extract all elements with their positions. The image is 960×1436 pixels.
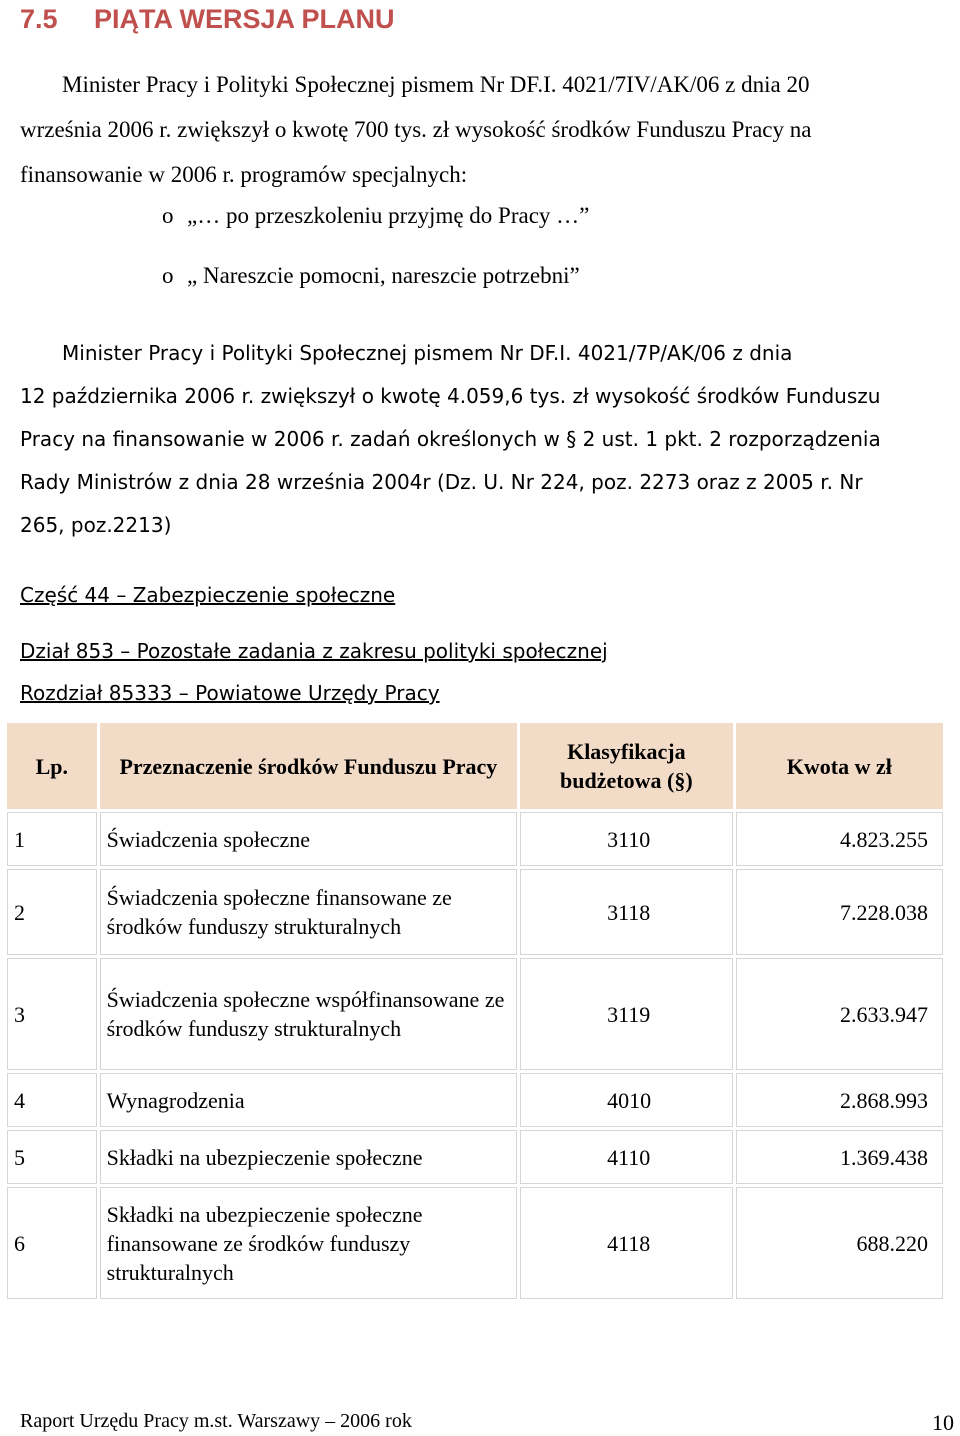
cell-purpose: Świadczenia społeczne: [100, 812, 517, 866]
header-amount: Kwota w zł: [736, 723, 943, 809]
paragraph-program-funding: [20, 62, 930, 197]
paragraph-task-funding: [20, 332, 930, 547]
cell-purpose: Składki na ubezpieczenie społeczne finansowane ze środków funduszy strukturalnych: [100, 1187, 517, 1299]
section-title: PIĄTA WERSJA PLANU: [94, 4, 395, 34]
bullet-text: „… po przeszkoleniu przyjmę do Pracy …”: [187, 203, 590, 228]
cell-classification: 3110: [520, 812, 733, 866]
budget-division: Dział 853 – Pozostałe zadania z zakresu polityki społecznej: [20, 639, 608, 663]
cell-lp: 4: [7, 1073, 97, 1127]
header-purpose: Przeznaczenie środków Funduszu Pracy: [100, 723, 517, 809]
paragraph-line: Rady Ministrów z dnia 28 września 2004r (Dz. U. Nr 224, poz. 2273 oraz z 2005 r. Nr: [20, 470, 863, 494]
table-row: [7, 1073, 943, 1127]
cell-purpose: Składki na ubezpieczenie społeczne: [100, 1130, 517, 1184]
cell-purpose: Świadczenia społeczne finansowane ze środków funduszy strukturalnych: [100, 869, 517, 955]
paragraph-line: Minister Pracy i Polityki Społecznej pismem Nr DF.I. 4021/7P/AK/06 z dnia: [62, 341, 793, 365]
paragraph-line: 12 października 2006 r. zwiększył o kwotę 4.059,6 tys. zł wysokość środków Funduszu: [20, 384, 881, 408]
bullet-item: [162, 203, 589, 229]
footer-report-title: Raport Urzędu Pracy m.st. Warszawy – 2006 rok: [20, 1410, 412, 1432]
cell-lp: 2: [7, 869, 97, 955]
paragraph-line: września 2006 r. zwiększył o kwotę 700 tys. zł wysokość środków Funduszu Pracy na: [20, 117, 812, 142]
cell-classification: 3118: [520, 869, 733, 955]
table-row: [7, 869, 943, 955]
cell-classification: 3119: [520, 958, 733, 1070]
bullet-text: „ Nareszcie pomocni, nareszcie potrzebni”: [187, 263, 580, 288]
bullet-marker: o: [162, 263, 174, 288]
table-row: [7, 958, 943, 1070]
cell-classification: 4010: [520, 1073, 733, 1127]
page-number: 10: [932, 1410, 954, 1435]
bullet-item: [162, 263, 580, 289]
paragraph-line: finansowanie w 2006 r. programów specjalnych:: [20, 162, 468, 187]
budget-table: [4, 720, 946, 1302]
table-row: [7, 812, 943, 866]
cell-lp: 1: [7, 812, 97, 866]
cell-classification: 4118: [520, 1187, 733, 1299]
cell-lp: 6: [7, 1187, 97, 1299]
budget-part: Część 44 – Zabezpieczenie społeczne: [20, 583, 396, 607]
cell-amount: 4.823.255: [736, 812, 943, 866]
cell-amount: 7.228.038: [736, 869, 943, 955]
section-number: 7.5: [20, 4, 58, 34]
cell-amount: 1.369.438: [736, 1130, 943, 1184]
bullet-marker: o: [162, 203, 174, 228]
paragraph-line: 265, poz.2213): [20, 513, 172, 537]
section-heading: [20, 4, 395, 35]
budget-chapter: Rozdział 85333 – Powiatowe Urzędy Pracy: [20, 681, 440, 705]
cell-amount: 2.633.947: [736, 958, 943, 1070]
header-classification: Klasyfikacja budżetowa (§): [520, 723, 733, 809]
cell-classification: 4110: [520, 1130, 733, 1184]
paragraph-line: Minister Pracy i Polityki Społecznej pismem Nr DF.I. 4021/7IV/AK/06 z dnia 20: [62, 72, 810, 97]
cell-lp: 3: [7, 958, 97, 1070]
cell-purpose: Świadczenia społeczne współfinansowane ze środków funduszy strukturalnych: [100, 958, 517, 1070]
table-row: [7, 1187, 943, 1299]
cell-amount: 2.868.993: [736, 1073, 943, 1127]
table-header-row: [7, 723, 943, 809]
cell-lp: 5: [7, 1130, 97, 1184]
cell-purpose: Wynagrodzenia: [100, 1073, 517, 1127]
paragraph-line: Pracy na finansowanie w 2006 r. zadań określonych w § 2 ust. 1 pkt. 2 rozporządzenia: [20, 427, 881, 451]
table-row: [7, 1130, 943, 1184]
header-lp: Lp.: [7, 723, 97, 809]
cell-amount: 688.220: [736, 1187, 943, 1299]
